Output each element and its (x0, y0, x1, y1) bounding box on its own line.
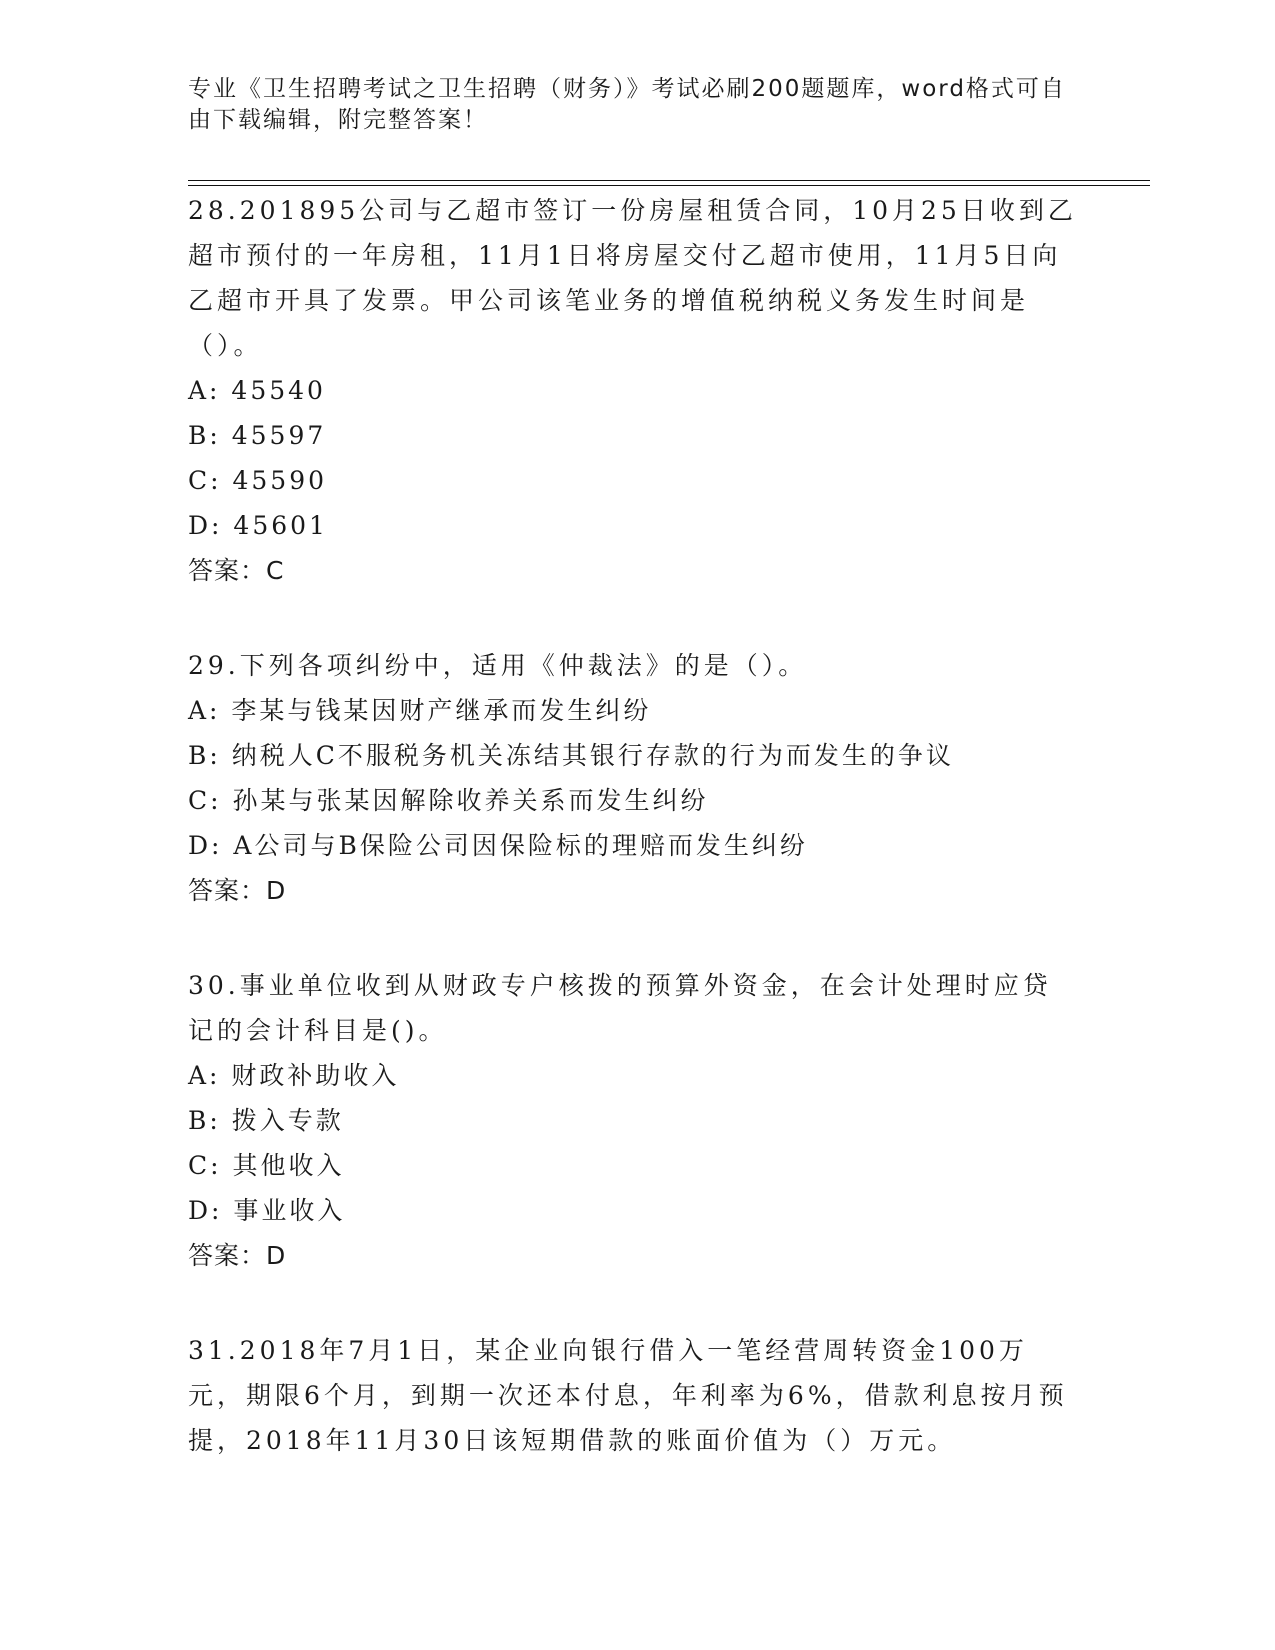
question-29 (188, 643, 1078, 913)
answer: 答案：D (188, 1241, 287, 1270)
option-b: B: 45597 (188, 421, 327, 450)
question-30 (188, 963, 1078, 1278)
document-header: 专业《卫生招聘考试之卫生招聘（财务）》考试必刷200题题库，word格式可自由下载编辑，附完整答案！ (188, 76, 1066, 133)
question-28 (188, 188, 1078, 593)
question-text: 31.2018年7月1日，某企业向银行借入一笔经营周转资金100万元，期限6个月，到期一次还本付息，年利率为6%，借款利息按月预提，2018年11月30日该短期借款的账面价值为（）万元。 (188, 1336, 1068, 1455)
option-b: B: 拨入专款 (188, 1106, 344, 1135)
option-d: D: 45601 (188, 511, 328, 540)
option-c: C: 孙某与张某因解除收养关系而发生纠纷 (188, 786, 709, 815)
option-a: A: 李某与钱某因财产继承而发生纠纷 (188, 696, 652, 725)
question-text: 30.事业单位收到从财政专户核拨的预算外资金，在会计处理时应贷记的会计科目是()。 (188, 971, 1052, 1045)
question-text: 29.下列各项纠纷中，适用《仲裁法》的是（）。 (188, 651, 808, 680)
question-31 (188, 1328, 1078, 1463)
header-divider-bottom (188, 185, 1150, 186)
header-divider-top (188, 180, 1150, 181)
answer: 答案：C (188, 556, 285, 585)
option-c: C: 45590 (188, 466, 328, 495)
option-c: C: 其他收入 (188, 1151, 345, 1180)
option-d: D: 事业收入 (188, 1196, 346, 1225)
option-a: A: 45540 (188, 376, 326, 405)
option-b: B: 纳税人C不服税务机关冻结其银行存款的行为而发生的争议 (188, 741, 954, 770)
option-d: D: A公司与B保险公司因保险标的理赔而发生纠纷 (188, 831, 808, 860)
option-a: A: 财政补助收入 (188, 1061, 400, 1090)
question-text: 28.201895公司与乙超市签订一份房屋租赁合同，10月25日收到乙超市预付的一年房租，11月1日将房屋交付乙超市使用，11月5日向乙超市开具了发票。甲公司该笔业务的增值税纳税义务发生时间是（）。 (188, 196, 1077, 360)
answer: 答案：D (188, 876, 287, 905)
